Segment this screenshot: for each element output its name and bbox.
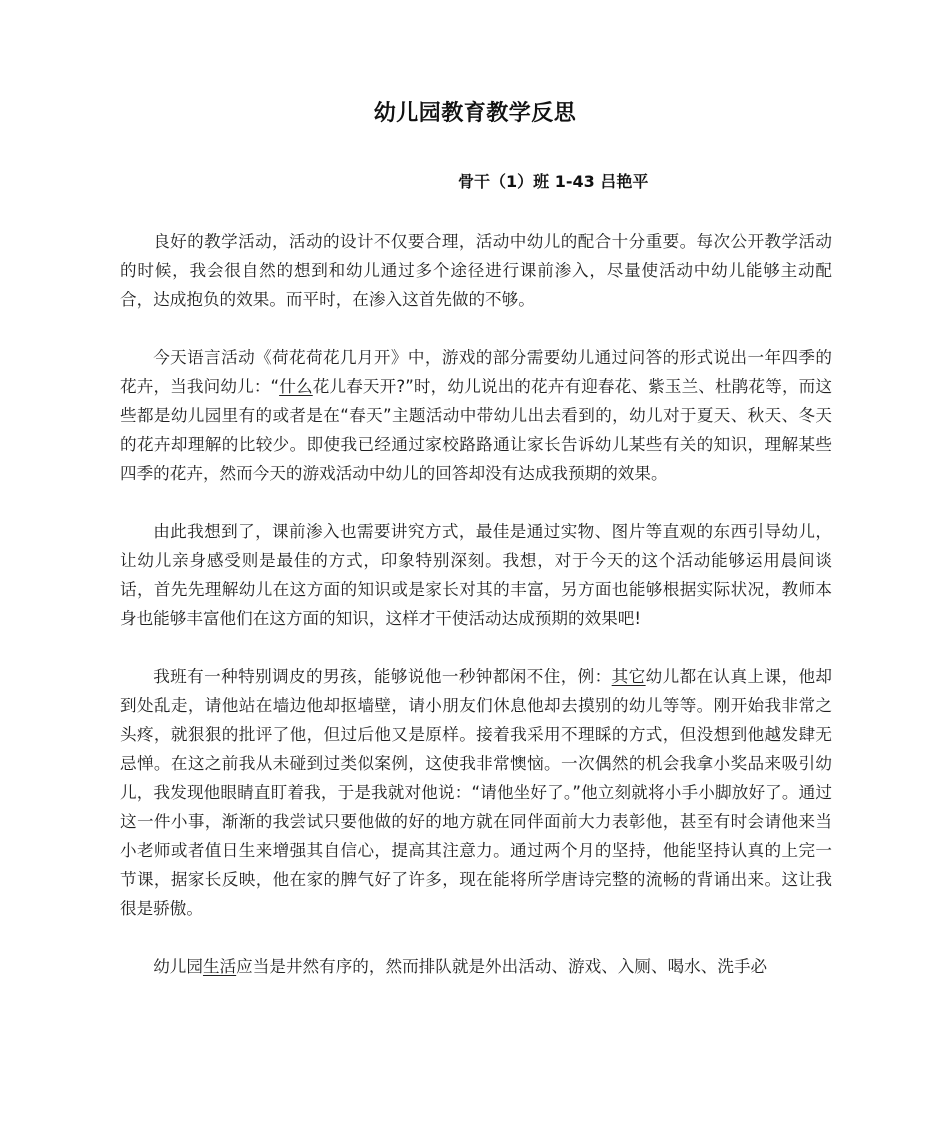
underlined-text: 生活 [202, 957, 237, 976]
paragraph-4 [120, 662, 832, 923]
document-title: 幼儿园教育教学反思 [373, 101, 577, 126]
paragraph-text: 花儿春天开?”时，幼儿说出的花卉有迎春花、紫玉兰、杜鹃花等，而这些都是幼儿园里有的或者是在“春天”主题活动中带幼儿出去看到的，幼儿对于夏天、秋天、冬天的花卉却理解的比较少。即使我已经通过家校路路通让家长告诉幼儿某些有关的知识，理解某些四季的花卉，然而今天的游戏活动中幼儿的回答却没有达成我预期的效果。 [120, 377, 832, 483]
paragraph-text: 幼儿园 [153, 957, 203, 976]
underlined-text: 其它 [611, 667, 646, 686]
paragraph-text: 由此我想到了，课前渗入也需要讲究方式，最佳是通过实物、图片等直观的东西引导幼儿，让幼儿亲身感受则是最佳的方式，印象特别深刻。我想，对于今天的这个活动能够运用晨间谈话，首先先理解幼儿在这方面的知识或是家长对其的丰富，另方面也能够根据实际状况，教师本身也能够丰富他们在这方面的知识，这样才干使活动达成预期的效果吧! [120, 522, 832, 628]
paragraph-1 [120, 227, 832, 314]
paragraph-3 [120, 517, 832, 633]
paragraph-text: 应当是井然有序的，然而排队就是外出活动、游戏、入厕、喝水、洗手必 [236, 957, 768, 976]
paragraph-2 [120, 343, 832, 488]
author-byline: 骨干（1）班 1-43 吕艳平 [458, 172, 649, 191]
document-body [120, 227, 832, 1010]
paragraph-text: 今天语言活动《荷花荷花几月开》中，游戏的部分需要幼儿通过问答的形式说出一年四季的花卉，当我问幼儿：“ [120, 348, 832, 396]
paragraph-5 [120, 952, 832, 981]
paragraph-text: 良好的教学活动，活动的设计不仅要合理，活动中幼儿的配合十分重要。每次公开教学活动的时候，我会很自然的想到和幼儿通过多个途径进行课前渗入，尽量使活动中幼儿能够主动配合，达成抱负的效果。而平时，在渗入这首先做的不够。 [120, 232, 832, 309]
paragraph-text: 幼儿都在认真上课，他却到处乱走，请他站在墙边他却抠墙壁，请小朋友们休息他却去摸别的幼儿等等。刚开始我非常之头疼，就狠狠的批评了他，但过后他又是原样。接着我采用不理睬的方式，但没想到他越发肆无忌惮。在这之前我从未碰到过类似案例，这使我非常懊恼。一次偶然的机会我拿小奖品来吸引幼儿，我发现他眼睛直盯着我，于是我就对他说：“请他坐好了。”他立刻就将小手小脚放好了。通过这一件小事，渐渐的我尝试只要他做的好的地方就在同伴面前大力表彰他，甚至有时会请他来当小老师或者值日生来增强其自信心，提高其注意力。通过两个月的坚持，他能坚持认真的上完一节课，据家长反映，他在家的脾气好了许多，现在能将所学唐诗完整的流畅的背诵出来。这让我很是骄傲。 [120, 667, 833, 918]
underlined-text: 什么 [279, 377, 313, 396]
paragraph-text: 我班有一种特别调皮的男孩，能够说他一秒钟都闲不住，例： [153, 667, 612, 686]
